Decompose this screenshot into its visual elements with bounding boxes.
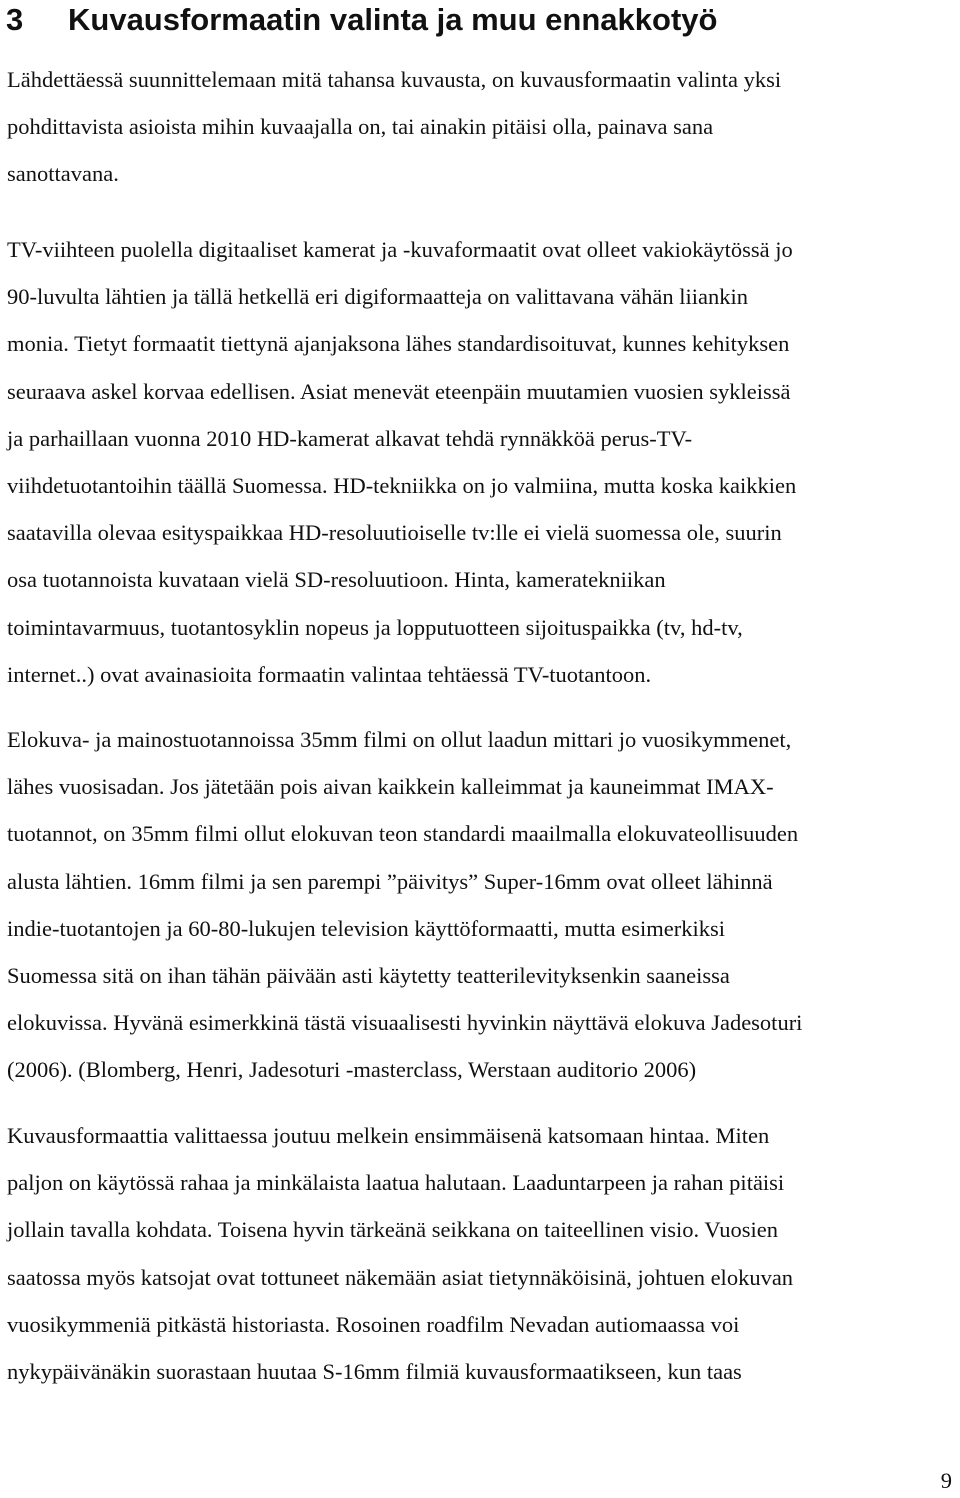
- text-line: toimintavarmuus, tuotantosyklin nopeus ja lopputuotteen sijoituspaikka (tv, hd-tv,: [7, 614, 743, 640]
- section-heading: [6, 0, 717, 40]
- text-line: ja parhaillaan vuonna 2010 HD-kamerat alkavat tehdä rynnäkköä perus-TV-: [7, 425, 693, 451]
- text-line: nykypäivänäkin suorastaan huutaa S-16mm filmiä kuvausformaatikseen, kun taas: [7, 1359, 742, 1385]
- paragraph-tv-formats: [7, 226, 959, 698]
- text-line: vuosikymmeniä pitkästä historiasta. Rosoinen roadfilm Nevadan autiomaassa voi: [7, 1311, 740, 1337]
- text-line: indie-tuotantojen ja 60-80-lukujen television käyttöformaatti, mutta esimerkiksi: [7, 915, 725, 941]
- text-line: seuraava askel korvaa edellisen. Asiat menevät eteenpäin muutamien vuosien sykleissä: [7, 378, 791, 404]
- text-line: Kuvausformaattia valittaessa joutuu melkein ensimmäisenä katsomaan hintaa. Miten: [7, 1123, 770, 1148]
- text-line: Lähdettäessä suunnittelemaan mitä tahansa kuvausta, on kuvausformaatin valinta yksi: [7, 67, 782, 92]
- text-line: sanottavana.: [7, 161, 119, 187]
- paragraph-format-choice: [7, 1112, 959, 1395]
- text-line: saatossa myös katsojat ovat tottuneet näkemään asiat tietynnäköisinä, johtuen elokuvan: [7, 1264, 794, 1290]
- text-line: saatavilla olevaa esityspaikkaa HD-resoluutioiselle tv:lle ei vielä suomessa ole, suurin: [7, 520, 782, 546]
- text-line: pohdittavista asioista mihin kuvaajalla on, tai ainakin pitäisi olla, painava sana: [7, 114, 714, 140]
- paragraph-intro: [7, 56, 959, 198]
- text-line: elokuvissa. Hyvänä esimerkkinä tästä visuaalisesti hyvinkin näyttävä elokuva Jadesoturi: [7, 1010, 803, 1036]
- paragraph-film-formats: [7, 716, 959, 1094]
- text-line: 90-luvulta lähtien ja tällä hetkellä eri digiformaatteja on valittavana vähän liiankin: [7, 284, 748, 310]
- text-line: viihdetuotantoihin täällä Suomessa. HD-tekniikka on jo valmiina, mutta koska kaikkien: [7, 473, 797, 499]
- text-line: Suomessa sitä on ihan tähän päivään asti käytetty teatterilevityksenkin saaneissa: [7, 963, 730, 989]
- text-line: jollain tavalla kohdata. Toisena hyvin tärkeänä seikkana on taiteellinen visio. Vuosien: [7, 1217, 779, 1243]
- text-line: paljon on käytössä rahaa ja minkälaista laatua halutaan. Laaduntarpeen ja rahan pitäisi: [7, 1170, 785, 1196]
- text-line: lähes vuosisadan. Jos jätetään pois aivan kaikkein kalleimmat ja kauneimmat IMAX-: [7, 774, 774, 800]
- text-line: monia. Tietyt formaatit tiettynä ajanjaksona lähes standardisoituvat, kunnes kehityksen: [7, 331, 790, 357]
- text-line: TV-viihteen puolella digitaaliset kamerat ja -kuvaformaatit ovat olleet vakiokäytössä jo: [7, 237, 793, 262]
- text-line: (2006). (Blomberg, Henri, Jadesoturi -masterclass, Werstaan auditorio 2006): [7, 1057, 697, 1083]
- text-line: Elokuva- ja mainostuotannoissa 35mm filmi on ollut laadun mittari jo vuosikymmenet,: [7, 727, 792, 752]
- section-number: 3: [6, 2, 24, 37]
- text-line: internet..) ovat avainasioita formaatin valintaa tehtäessä TV-tuotantoon.: [7, 661, 652, 687]
- text-line: alusta lähtien. 16mm filmi ja sen parempi ”päivitys” Super-16mm ovat olleet lähinnä: [7, 868, 773, 894]
- page-number: 9: [940, 1468, 952, 1493]
- text-line: osa tuotannoista kuvataan vielä SD-resoluutioon. Hinta, kameratekniikan: [7, 567, 666, 593]
- section-title: Kuvausformaatin valinta ja muu ennakkotyö: [68, 2, 718, 37]
- text-line: tuotannot, on 35mm filmi ollut elokuvan teon standardi maailmalla elokuvateollisuuden: [7, 821, 799, 847]
